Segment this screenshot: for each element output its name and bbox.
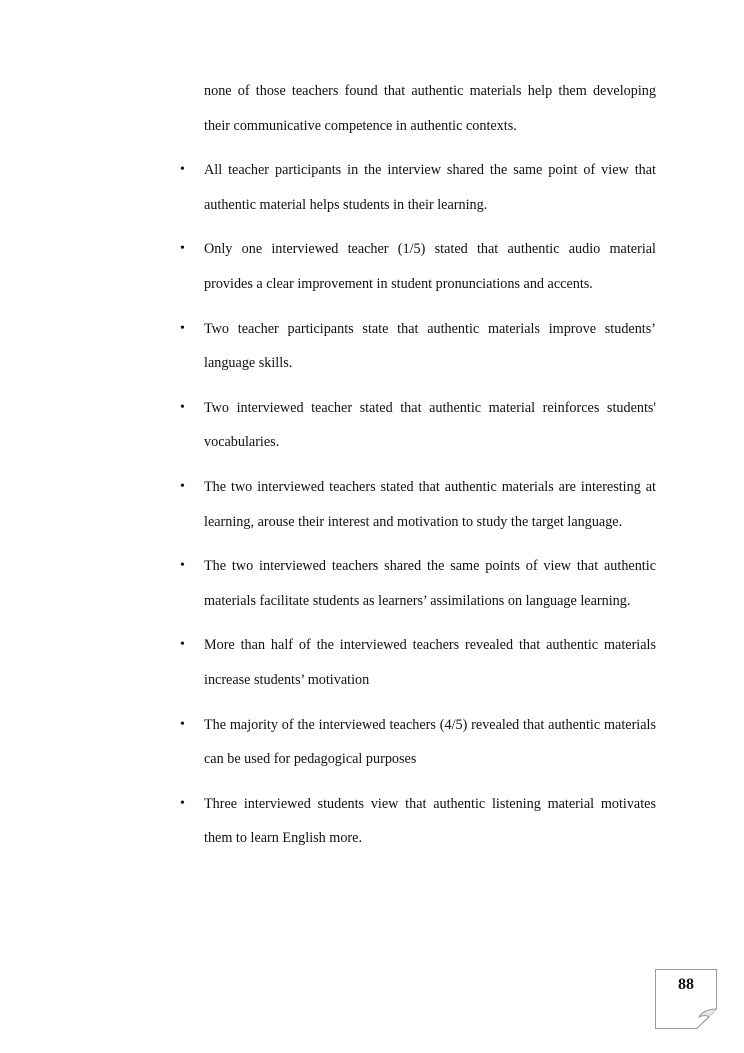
bullet-text: Three interviewed students view that authentic listening material motivates them to learn English more. bbox=[204, 795, 656, 847]
bullet-item bbox=[180, 787, 656, 856]
bullet-item bbox=[180, 708, 656, 777]
bullet-text: The two interviewed teachers shared the same points of view that authentic materials facilitate students as learners’ assimilations on language learning. bbox=[204, 558, 656, 609]
bullet-text: Only one interviewed teacher (1/5) stated that authentic audio material provides a clear improvement in student pronunciations and accents. bbox=[204, 241, 656, 292]
bullet-item bbox=[180, 312, 656, 381]
bullet-item bbox=[180, 470, 656, 539]
page-body bbox=[180, 74, 656, 866]
bullet-icon: • bbox=[180, 558, 185, 574]
continuation-paragraph: none of those teachers found that authentic materials help them developing their communicative competence in authentic contexts. bbox=[204, 83, 656, 134]
bullet-item bbox=[180, 628, 656, 697]
bullet-text: Two interviewed teacher stated that authentic material reinforces students' vocabularies. bbox=[204, 399, 656, 451]
bullet-icon: • bbox=[180, 478, 185, 494]
bullet-icon: • bbox=[180, 162, 185, 178]
bullet-item bbox=[180, 232, 656, 301]
bullet-icon: • bbox=[180, 795, 185, 811]
bullet-item bbox=[180, 391, 656, 460]
page-number-badge bbox=[655, 969, 717, 1029]
bullet-text: More than half of the interviewed teachers revealed that authentic materials increase students’ motivation bbox=[204, 637, 656, 688]
bullet-icon: • bbox=[180, 320, 185, 336]
bullet-icon: • bbox=[180, 716, 185, 732]
bullet-text: The majority of the interviewed teachers (4/5) revealed that authentic materials can be used for pedagogical purposes bbox=[204, 716, 656, 768]
bullet-icon: • bbox=[180, 399, 185, 415]
bullet-text: Two teacher participants state that authentic materials improve students’ language skills. bbox=[204, 320, 656, 372]
bullet-item bbox=[180, 549, 656, 618]
bullet-text: The two interviewed teachers stated that authentic materials are interesting at learning, arouse their interest and motivation to study the target language. bbox=[204, 478, 656, 530]
bullet-item bbox=[180, 153, 656, 222]
bullet-icon: • bbox=[180, 241, 185, 257]
bullet-icon: • bbox=[180, 637, 185, 653]
bullet-text: All teacher participants in the interview shared the same point of view that authentic material helps students in their learning. bbox=[204, 162, 656, 213]
page-number: 88 bbox=[678, 976, 694, 993]
